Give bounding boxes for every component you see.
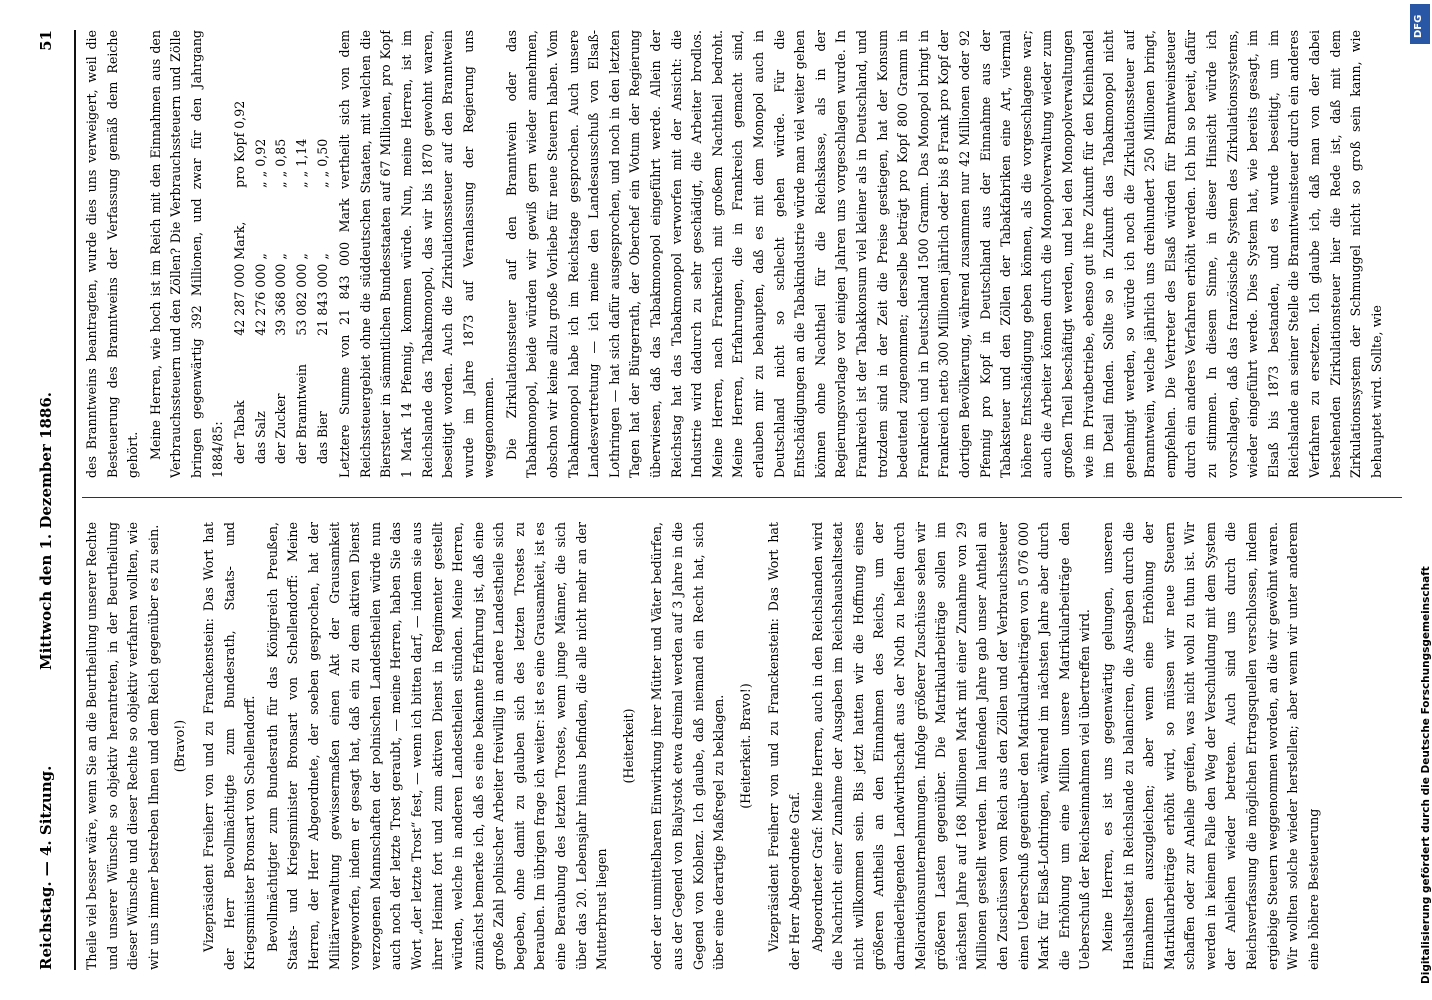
table-cell: „ „ 0,50 [314,138,330,188]
watermark-text: Digitalisierung gefördert durch die Deutsche Forschungsgemeinschaft [1420,566,1432,984]
table-cell: „ „ 1,14 [293,138,309,188]
table-row [313,30,334,478]
table-row [292,30,313,478]
revenue-table [230,30,333,478]
header-rule [74,30,76,970]
stage-direction: (Heiterkeit. Bravo!) [737,683,753,809]
table-cell: „ „ 0,85 [273,138,289,188]
table-cell: der Branntwein [293,364,309,464]
paragraph: Vizepräsident Freiherr von und zu Franckenstein: Das Wort hat der Herr Abgeordnete Graf. [766,522,802,970]
paragraph: Vizepräsident Freiherr von und zu Franckenstein: Das Wort hat der Herr Bevollmächtigte zum Bundesrath, Staats- und Kriegsminister Bronsart von Schellendorff. [200,522,258,970]
paragraph: Theile viel besser wäre, wenn Sie an die Beurtheilung unserer Rechte und unserer Wünsche so objektiv herantreten, in der Beurtheilung dieser Wünsche und dieser Rechte so objektiv verfahren wollten, wie wir uns immer bestreben Ihnen und dem Reich gegenüber es zu sein. [84,522,161,970]
table-cell: der Tabak [232,400,248,464]
paragraph: Abgeordneter Graf: Meine Herren, auch in den Reichslanden wird die Nachricht einer Zunahme der Ausgaben im Reichshaushaltsetat nicht willkommen sein. Bis jetzt hatten wir die Hoffnung eines größeren Antheils an den Einnahmen des Reichs, um der darniederliegenden Landwirthschaft aus der Noth zu helfen durch Meliorationsunternehmungen. Infolge größerer Zuschüsse sehen wir größeren Lasten gegenüber. Die Matrikularbeiträge sollen im nächsten Jahre auf 168 Millionen Mark mit einer Zunahme von 29 Millionen gestellt werden. Im laufenden Jahre gab unser Antheil an den Zuschüssen vom Reich aus den Zöllen und der Verbrauchssteuer einen Ueberschuß gegenüber den Matrikularbeiträgen von 5 076 000 Mark für Elsaß-Lothringen, während im nächsten Jahre aber durch die Erhöhung um eine Million unsere Matrikularbeiträge den Ueberschuß der Reichseinnahmen viel übertreffen wird. [809,522,1093,970]
right-column [82,30,1412,478]
table-cell: 39 368 000 „ [273,253,289,336]
paragraph: Letztere Summe von 21 843 000 Mark vertheilt sich von dem Reichssteuergebiet ohne die süddeutschen Staaten, mit welchen die Biersteuer in sämmtlichen Bundesstaaten auf 67 Millionen, pro Kopf 1 Mark 14 Pfennig, kommen würde. Nun, meine Herren, ist im Reichslande das Tabakmonopol, das wir bis 1870 gewohnt waren, beseitigt worden. Auch die Zirkulationssteuer auf den Branntwein wurde im Jahre 1873 auf Veranlassung der Regierung uns weggenommen. [337,30,497,478]
table-cell: 42 287 000 Mark, [232,221,248,336]
logo-text: DFG [1413,14,1424,38]
table-row [251,30,272,478]
stage-direction: (Heiterkeit) [620,708,636,784]
table-cell: 53 082 000 „ [293,253,309,336]
table-cell: der Zucker [273,393,289,464]
table-cell: das Bier [314,411,330,464]
paragraph: Die Zirkulationssteuer auf den Branntwein oder das Tabakmonopol, beide würden wir gewiß gern wieder annehmen, obschon wir keine allzu große Vorliebe für neue Steuern haben. Vom Tabakmonopol habe ich im Reichstage gesprochen. Auch unsere Landesvertretung — ich meine den Landesausschuß von Elsaß-Lothringen — hat sich dafür ausgesprochen, und noch in den letzten Tagen hat der Bürgerrath, der Oberchef ein Votum der Regierung überwiesen, daß das Tabakmonopol eingeführt werde. Allein der Reichstag hat das Tabakmonopol verworfen mit der Ansicht: die Industrie wird dadurch zu sehr geschädigt, die Arbeiter brodlos. Meine Herren, nach Frankreich mit großem Nachtheil bedroht. Meine Herren, Erfahrungen, die in Frankreich gemacht sind, erlauben mir zu behaupten, daß es mit dem Monopol auch in Deutschland nicht so schlecht gehen würde. Für die Entschädigungen an die Tabakindustrie würde man viel weiter gehen können ohne Nachtheil für die Reichskasse, als in der Regierungsvorlage vor einigen Jahren uns vorgeschlagen wurde. In Frankreich ist der Tabakkonsum viel kleiner als in Deutschland, und trotzdem sind in der Zeit die Preise gestiegen, hat der Konsum bedeutend zugenommen; derselbe beträgt pro Kopf 800 Gramm in Frankreich und in Deutschland 1500 Gramm. Das Monopol bringt in Frankreich netto 300 Millionen jährlich oder bis 8 Frank pro Kopf der dortigen Bevölkerung, während zusammen nur 42 Millionen oder 92 Pfennig pro Kopf in Deutschland aus der Einnahme aus der Tabaksteuer und den Zöllen der Tabakfabriken eine Art, viermal höhere Entschädigung geben können, als die vorgeschlagene war; auch die Arbeiter können durch die Monopolverwaltung wieder zum großen Theil beschäftigt werden, und bei den Monopolverwaltungen wie im Privatbetriebe, ebenso gut ihre Zukunft für den Kleinhandel im Detail finden. Sollte so in Zukunft das Tabakmonopol nicht genehmigt werden, so würde ich noch die Zirkulationssteuer auf Branntwein, welche jährlich uns dreihundert 250 Millionen bringt, empfehlen. Die Vertreter des Elsaß würden für Branntweinsteuer durch ein anderes Verfahren erhöht werden. Ich bin so bereit, dafür zu stimmen. In diesem Sinne, in dieser Hinsicht würde ich vorschlagen, daß das französische System des Zirkulationssystems, wieder eingeführt werde. Dies System hat, wie bereits gesagt, im Elsaß bis 1873 bestanden, und es wurde beseitigt, um im Reichslande an seiner Stelle die Branntweinsteuer durch ein anderes Verfahren zu ersetzen. Ich glaube ich, daß man von der dabei bestehenden Zirkulationsteuer hier die Rede ist, daß mit dem Zirkulationssystem der Schmuggel nicht so groß sein kann, wie behauptet wird. Sollte, wie [503,30,1384,478]
table-cell: 42 276 000 „ [252,253,268,336]
table-cell: 21 843 000 „ [314,253,330,336]
paragraph: des Branntweins beantragten, wurde dies uns verweigert, weil die Besteuerung des Branntweins der Verfassung gemäß dem Reiche gehört. [84,30,141,478]
right-column-bottom [335,30,1387,478]
dfg-logo [1410,4,1430,44]
paragraph: Bevollmächtigter zum Bundesrath für das Königreich Preußen, Staats- und Kriegsminister Bronsart von Schellendorff: Meine Herren, der Herr Abgeordnete, der soeben gesprochen, hat der Militärverwaltung gewissermaßen einen Akt der Grausamkeit vorgeworfen, indem er gesagt hat, daß ein zu dem aktiven Dienst verzogenen Mannschaften der polnischen Landestheilen würde nun auch noch der letzte Trost geraubt, — meine Herren, haben Sie das Wort „der letzte Trost“ fest, — wenn ich bitten darf, — indem sie aus ihrer Heimat fort und zum aktiven Dienst in Regimenter gestellt würden, welche in anderen Landestheilen stünden. Meine Herren, zunächst bemerke ich, daß es eine bekannte Erfahrung ist, daß eine große Zahl polnischer Arbeiter freiwillig in andere Landestheile sich begeben, ohne damit zu glauben sich des letzten Trostes zu berauben. Im übrigen frage ich weiter: ist es eine Grausamkeit, ist es eine Beraubung des letzten Trostes, wenn junge Männer, die sich über das 20. Lebensjahr hinaus befinden, die alle nicht mehr an der Mutterbrust liegen [264,522,610,970]
paragraph: Meine Herren, es ist uns gegenwärtig gelungen, unseren Haushaltsetat in Reichslande zu balanciren, die Ausgaben durch die Einnahmen auszugleichen; aber wenn eine Erhöhung der Matrikularbeiträge erhöht wird, so müssen wir neue Steuern schaffen oder zur Anleihe greifen, was nicht wohl zu thun ist. Wir werden in keinem Falle den Weg der Verschuldung mit dem System der Anleihen wieder betreten. Auch sind uns durch die Reichsverfassung die möglichen Ertragsquellen verschlossen, indem ergiebige Steuern weggenommen worden, an die wir gewöhnt waren. Wir wollten solche wieder herstellen; aber wenn wir unter anderem eine höhere Besteuerung [1099,522,1321,970]
dfg-watermark [1408,0,1432,1000]
paragraph: oder der unmittelbaren Einwirkung ihrer Mütter und Väter bedürfen, aus der Gegend von Bialystok etwa dreimal werden auf 3 Jahre in die Gegend von Koblenz. Ich glaube, daß niemand ein Recht hat, sich über eine derartige Maßregel zu beklagen. [649,522,727,970]
table-row [271,30,292,478]
header-date: Mittwoch den 1. Dezember 1886. [37,392,55,670]
running-header [24,30,68,970]
paragraph: Meine Herren, wie hoch ist im Reich mit den Einnahmen aus den Verbrauchssteuern und den Zöllen? Die Verbrauchssteuern und Zölle bringen gegenwärtig 392 Millionen, und zwar für den Jahrgang 1884/85: [147,30,225,478]
table-cell: das Salz [252,411,268,464]
rotated-sheet [16,0,1416,1000]
column-divider [82,497,1402,498]
header-left: Reichstag. — 4. Sitzung. [37,765,55,970]
table-cell: pro Kopf 0,92 [232,100,248,188]
page-number: 51 [37,30,55,51]
table-row [230,30,251,478]
right-column-top [82,30,228,478]
stage-direction: (Bravo!) [172,719,188,773]
left-column [82,522,1412,970]
table-cell: „ „ 0,92 [252,138,268,188]
